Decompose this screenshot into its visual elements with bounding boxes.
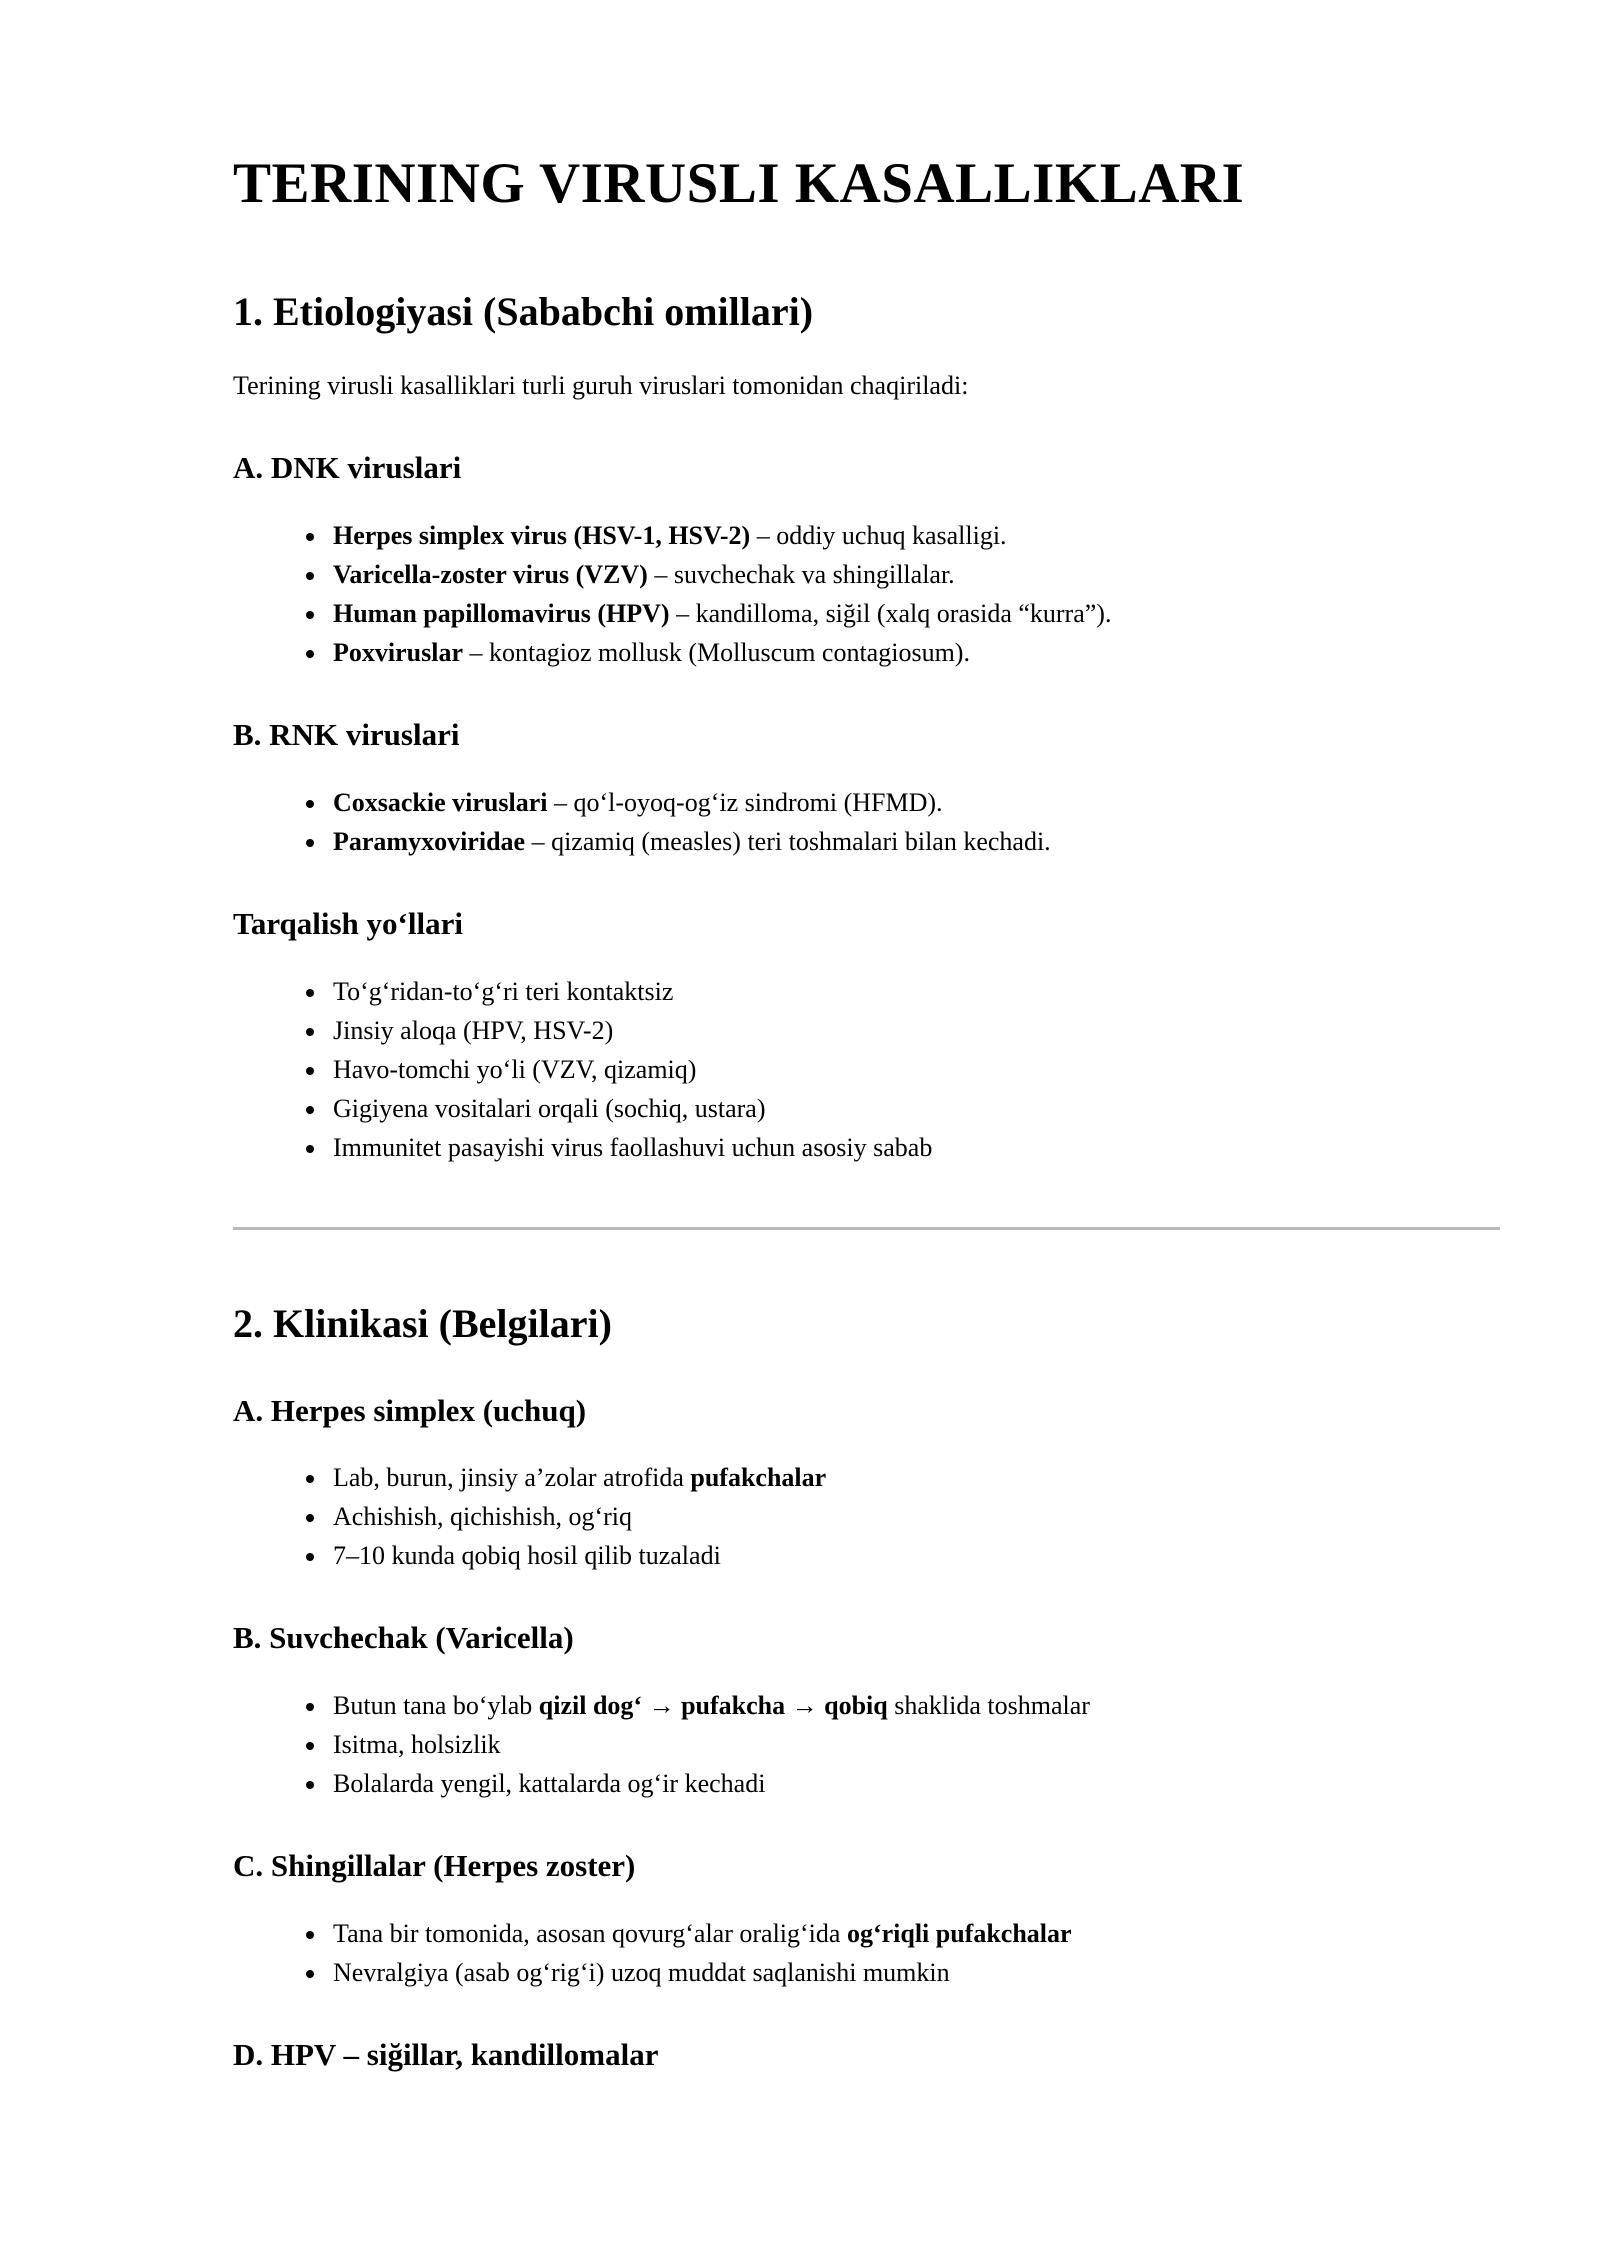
bold-text-segment: Coxsackie viruslari bbox=[333, 787, 548, 817]
list-item bbox=[328, 1764, 1500, 1803]
text-segment: → bbox=[785, 1691, 825, 1721]
text-segment: → bbox=[642, 1691, 682, 1721]
text-segment: Tana bir tomonida, asosan qovurg‘alar oralig‘ida bbox=[333, 1918, 847, 1948]
text-segment: – qizamiq (measles) teri toshmalari bilan kechadi. bbox=[525, 826, 1051, 856]
varicella-heading: B. Suvchechak (Varicella) bbox=[233, 1620, 574, 1656]
text-segment: To‘g‘ridan-to‘g‘ri teri kontaktsiz bbox=[333, 976, 674, 1006]
list-item bbox=[328, 1953, 1500, 1992]
list-item bbox=[328, 1914, 1500, 1953]
bold-text-segment: Human papillomavirus (HPV) bbox=[333, 599, 670, 629]
text-segment: Bolalarda yengil, kattalarda og‘ir kechadi bbox=[333, 1769, 766, 1799]
list-item bbox=[328, 1686, 1500, 1725]
text-segment: Lab, burun, jinsiy a’zolar atrofida bbox=[333, 1463, 691, 1493]
herpes-zoster-list bbox=[233, 1914, 1500, 1992]
text-segment: Jinsiy aloqa (HPV, HSV-2) bbox=[333, 1015, 614, 1045]
bold-text-segment: Paramyxoviridae bbox=[333, 826, 526, 856]
list-item bbox=[328, 1497, 1500, 1536]
text-segment: Isitma, holsizlik bbox=[333, 1730, 501, 1760]
list-item bbox=[328, 972, 1500, 1011]
list-item bbox=[328, 822, 1500, 861]
list-item bbox=[328, 1725, 1500, 1764]
section-divider bbox=[233, 1227, 1500, 1230]
herpes-simplex-heading: A. Herpes simplex (uchuq) bbox=[233, 1392, 587, 1428]
rnk-viruses-heading: B. RNK viruslari bbox=[233, 717, 460, 753]
bold-text-segment: qizil dog‘ bbox=[538, 1691, 643, 1721]
text-segment: 7–10 kunda qobiq hosil qilib tuzaladi bbox=[333, 1541, 721, 1571]
section-etiology-heading: 1. Etiologiyasi (Sababchi omillari) bbox=[233, 289, 814, 335]
list-item bbox=[328, 1128, 1500, 1167]
rnk-viruses-list bbox=[233, 783, 1500, 861]
text-segment: Havo-tomchi yo‘li (VZV, qizamiq) bbox=[333, 1054, 697, 1084]
list-item bbox=[328, 555, 1500, 594]
etiology-intro-paragraph: Terining virusli kasalliklari turli guruh viruslari tomonidan chaqiriladi: bbox=[233, 371, 969, 401]
bold-text-segment: Poxviruslar bbox=[333, 638, 463, 668]
text-segment: Gigiyena vositalari orqali (sochiq, ustara) bbox=[333, 1093, 766, 1123]
text-segment: – oddiy uchuq kasalligi. bbox=[750, 521, 1007, 551]
bold-text-segment: Varicella-zoster virus (VZV) bbox=[333, 560, 648, 590]
bold-text-segment: pufakcha bbox=[681, 1691, 786, 1721]
text-segment: Achishish, qichishish, og‘riq bbox=[333, 1502, 632, 1532]
text-segment: shaklida toshmalar bbox=[887, 1691, 1090, 1721]
text-segment: Immunitet pasayishi virus faollashuvi uchun asosiy sabab bbox=[333, 1132, 933, 1162]
list-item bbox=[328, 1089, 1500, 1128]
text-segment: Butun tana bo‘ylab bbox=[333, 1691, 539, 1721]
list-item bbox=[328, 1458, 1500, 1497]
list-item bbox=[328, 783, 1500, 822]
text-segment: – kandilloma, siğil (xalq orasida “kurra”). bbox=[669, 599, 1112, 629]
list-item bbox=[328, 633, 1500, 672]
bold-text-segment: Herpes simplex virus (HSV-1, HSV-2) bbox=[333, 521, 751, 551]
document-title: TERINING VIRUSLI KASALLIKLARI bbox=[233, 152, 1245, 215]
list-item bbox=[328, 516, 1500, 555]
list-item bbox=[328, 1536, 1500, 1575]
list-item bbox=[328, 594, 1500, 633]
dnk-viruses-list bbox=[233, 516, 1500, 672]
section-clinic-heading: 2. Klinikasi (Belgilari) bbox=[233, 1300, 612, 1346]
list-item bbox=[328, 1011, 1500, 1050]
text-segment: – qo‘l-oyoq-og‘iz sindromi (HFMD). bbox=[547, 787, 943, 817]
varicella-list bbox=[233, 1686, 1500, 1803]
text-segment: – suvchechak va shingillalar. bbox=[647, 560, 955, 590]
spread-routes-heading: Tarqalish yo‘llari bbox=[233, 905, 463, 941]
text-segment: – kontagioz mollusk (Molluscum contagiosum). bbox=[463, 638, 970, 668]
hpv-heading: D. HPV – siğillar, kandillomalar bbox=[233, 2036, 659, 2072]
herpes-zoster-heading: C. Shingillalar (Herpes zoster) bbox=[233, 1848, 636, 1884]
bold-text-segment: og‘riqli pufakchalar bbox=[846, 1918, 1072, 1948]
bold-text-segment: qobiq bbox=[824, 1691, 888, 1721]
dnk-viruses-heading: A. DNK viruslari bbox=[233, 450, 462, 486]
list-item bbox=[328, 1050, 1500, 1089]
text-segment: Nevralgiya (asab og‘rig‘i) uzoq muddat saqlanishi mumkin bbox=[333, 1957, 950, 1987]
spread-routes-list bbox=[233, 972, 1500, 1167]
bold-text-segment: pufakchalar bbox=[690, 1463, 827, 1493]
herpes-simplex-list bbox=[233, 1458, 1500, 1575]
